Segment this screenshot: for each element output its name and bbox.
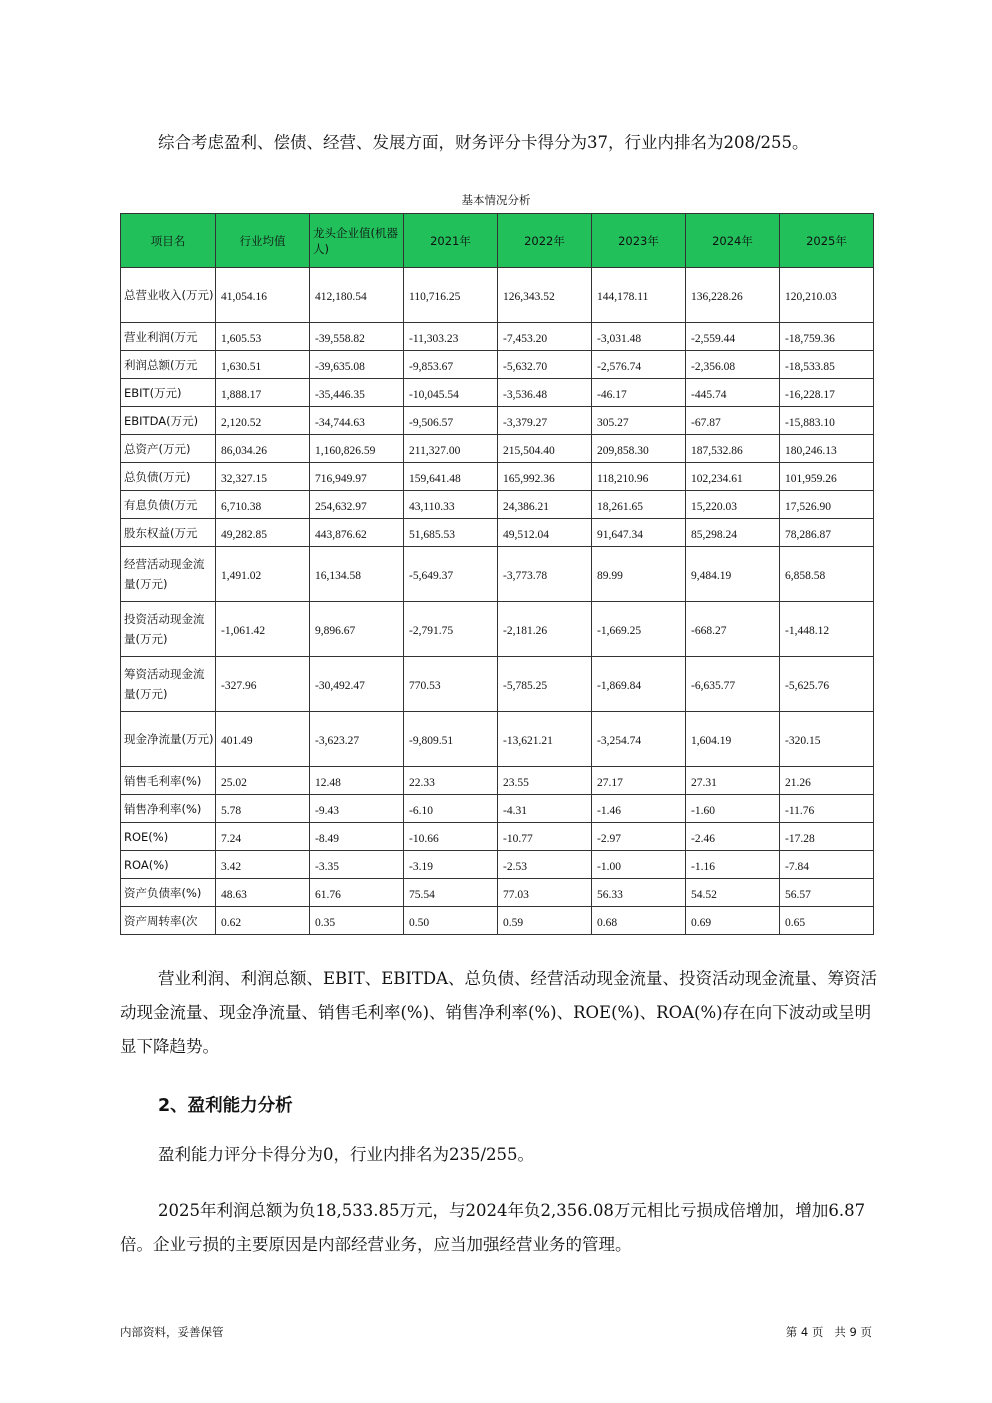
table-cell: -10.77 — [498, 823, 592, 851]
table-cell: 56.33 — [592, 879, 686, 907]
table-cell: -39,558.82 — [310, 323, 404, 351]
table-cell: 16,134.58 — [310, 547, 404, 602]
table-cell: 6,710.38 — [216, 491, 310, 519]
table-cell: 1,604.19 — [686, 712, 780, 767]
table-cell: -2.53 — [498, 851, 592, 879]
table-cell: -1.00 — [592, 851, 686, 879]
table-cell: -1,869.84 — [592, 657, 686, 712]
row-label: 股东权益(万元 — [121, 519, 216, 547]
table-cell: 15,220.03 — [686, 491, 780, 519]
table-cell: 1,605.53 — [216, 323, 310, 351]
row-label: 营业利润(万元 — [121, 323, 216, 351]
table-row — [121, 879, 874, 907]
table-cell: -13,621.21 — [498, 712, 592, 767]
table-cell: -1.60 — [686, 795, 780, 823]
table-row — [121, 379, 874, 407]
table-cell: 89.99 — [592, 547, 686, 602]
table-cell: 144,178.11 — [592, 268, 686, 323]
table-cell: -46.17 — [592, 379, 686, 407]
row-label: 利润总额(万元 — [121, 351, 216, 379]
table-cell: 770.53 — [404, 657, 498, 712]
table-cell: -9.43 — [310, 795, 404, 823]
table-row — [121, 657, 874, 712]
table-cell: 0.69 — [686, 907, 780, 935]
table-cell: -15,883.10 — [780, 407, 874, 435]
table-cell: -11.76 — [780, 795, 874, 823]
table-cell: 102,234.61 — [686, 463, 780, 491]
table-cell: 101,959.26 — [780, 463, 874, 491]
table-cell: 48.63 — [216, 879, 310, 907]
table-cell: 1,630.51 — [216, 351, 310, 379]
table-cell: -1,061.42 — [216, 602, 310, 657]
table-cell: -3,536.48 — [498, 379, 592, 407]
table-cell: -4.31 — [498, 795, 592, 823]
row-label: 资产周转率(次 — [121, 907, 216, 935]
table-row — [121, 851, 874, 879]
table-cell: -3,623.27 — [310, 712, 404, 767]
table-cell: 412,180.54 — [310, 268, 404, 323]
row-label: 有息负债(万元 — [121, 491, 216, 519]
table-row — [121, 547, 874, 602]
table-cell: -320.15 — [780, 712, 874, 767]
header-2022: 2022年 — [498, 214, 592, 268]
table-cell: -2.97 — [592, 823, 686, 851]
table-cell: 180,246.13 — [780, 435, 874, 463]
table-cell: 0.50 — [404, 907, 498, 935]
table-cell: -5,625.76 — [780, 657, 874, 712]
table-cell: 49,282.85 — [216, 519, 310, 547]
row-label: EBITDA(万元) — [121, 407, 216, 435]
header-2025: 2025年 — [780, 214, 874, 268]
section-title: 2、盈利能力分析 — [158, 1096, 293, 1116]
trend-paragraph: 营业利润、利润总额、EBIT、EBITDA、总负债、经营活动现金流量、投资活动现金流量、筹资活动现金流量、现金净流量、销售毛利率(%)、销售净利率(%)、ROE(%)、ROA(%)存在向下波动或呈明显下降趋势。 — [120, 969, 878, 1056]
table-cell: 5.78 — [216, 795, 310, 823]
table-row — [121, 491, 874, 519]
table-cell: 3.42 — [216, 851, 310, 879]
row-label: EBIT(万元) — [121, 379, 216, 407]
row-label: ROE(%) — [121, 823, 216, 851]
table-row — [121, 351, 874, 379]
table-cell: -9,853.67 — [404, 351, 498, 379]
table-cell: 401.49 — [216, 712, 310, 767]
row-label: 经营活动现金流量(万元) — [121, 547, 216, 602]
table-cell: -16,228.17 — [780, 379, 874, 407]
row-label: 总负债(万元) — [121, 463, 216, 491]
table-cell: -3,254.74 — [592, 712, 686, 767]
table-cell: 21.26 — [780, 767, 874, 795]
table-cell: 43,110.33 — [404, 491, 498, 519]
table-cell: -17.28 — [780, 823, 874, 851]
score-paragraph: 盈利能力评分卡得分为0，行业内排名为235/255。 — [158, 1145, 535, 1164]
table-cell: 91,647.34 — [592, 519, 686, 547]
table-cell: 27.31 — [686, 767, 780, 795]
table-cell: 443,876.62 — [310, 519, 404, 547]
table-cell: -10,045.54 — [404, 379, 498, 407]
table-cell: 159,641.48 — [404, 463, 498, 491]
table-cell: 716,949.97 — [310, 463, 404, 491]
table-cell: -8.49 — [310, 823, 404, 851]
table-cell: -39,635.08 — [310, 351, 404, 379]
table-cell: -1.16 — [686, 851, 780, 879]
table-cell: 9,896.67 — [310, 602, 404, 657]
table-cell: 120,210.03 — [780, 268, 874, 323]
table-row — [121, 602, 874, 657]
table-row — [121, 407, 874, 435]
table-cell: 0.68 — [592, 907, 686, 935]
table-cell: -2,181.26 — [498, 602, 592, 657]
table-cell: -18,759.36 — [780, 323, 874, 351]
table-cell: 0.65 — [780, 907, 874, 935]
row-label: 总营业收入(万元) — [121, 268, 216, 323]
row-label: 筹资活动现金流量(万元) — [121, 657, 216, 712]
table-cell: 110,716.25 — [404, 268, 498, 323]
table-cell: 17,526.90 — [780, 491, 874, 519]
table-cell: 23.55 — [498, 767, 592, 795]
table-cell: 305.27 — [592, 407, 686, 435]
table-cell: -7,453.20 — [498, 323, 592, 351]
table-cell: -327.96 — [216, 657, 310, 712]
table-row — [121, 767, 874, 795]
row-label: 资产负债率(%) — [121, 879, 216, 907]
table-cell: 78,286.87 — [780, 519, 874, 547]
table-cell: 0.59 — [498, 907, 592, 935]
table-row — [121, 795, 874, 823]
table-cell: -1,448.12 — [780, 602, 874, 657]
table-cell: -3.19 — [404, 851, 498, 879]
table-cell: 7.24 — [216, 823, 310, 851]
table-cell: -3.35 — [310, 851, 404, 879]
table-cell: -445.74 — [686, 379, 780, 407]
table-cell: 187,532.86 — [686, 435, 780, 463]
header-2023: 2023年 — [592, 214, 686, 268]
table-cell: -9,809.51 — [404, 712, 498, 767]
table-cell: 1,160,826.59 — [310, 435, 404, 463]
row-label: 现金净流量(万元) — [121, 712, 216, 767]
table-cell: 0.62 — [216, 907, 310, 935]
table-cell: 32,327.15 — [216, 463, 310, 491]
table-cell: -5,632.70 — [498, 351, 592, 379]
table-row — [121, 907, 874, 935]
table-cell: -34,744.63 — [310, 407, 404, 435]
table-cell: 0.35 — [310, 907, 404, 935]
header-item-name: 项目名 — [121, 214, 216, 268]
table-caption: 基本情况分析 — [461, 193, 531, 207]
table-row — [121, 823, 874, 851]
row-label: 销售毛利率(%) — [121, 767, 216, 795]
table-cell: -10.66 — [404, 823, 498, 851]
table-cell: -11,303.23 — [404, 323, 498, 351]
table-cell: -6.10 — [404, 795, 498, 823]
table-cell: -5,649.37 — [404, 547, 498, 602]
table-cell: 18,261.65 — [592, 491, 686, 519]
table-body — [121, 268, 874, 935]
header-leader-value: 龙头企业值(机器人) — [310, 214, 404, 268]
table-cell: -2.46 — [686, 823, 780, 851]
header-industry-avg: 行业均值 — [216, 214, 310, 268]
table-cell: 41,054.16 — [216, 268, 310, 323]
table-cell: -668.27 — [686, 602, 780, 657]
row-label: ROA(%) — [121, 851, 216, 879]
table-cell: -5,785.25 — [498, 657, 592, 712]
table-cell: -3,031.48 — [592, 323, 686, 351]
table-cell: 24,386.21 — [498, 491, 592, 519]
intro-paragraph: 综合考虑盈利、偿债、经营、发展方面，财务评分卡得分为37，行业内排名为208/255。 — [158, 133, 809, 152]
table-cell: 49,512.04 — [498, 519, 592, 547]
table-row — [121, 712, 874, 767]
table-row — [121, 519, 874, 547]
table-cell: -2,559.44 — [686, 323, 780, 351]
table-cell: 22.33 — [404, 767, 498, 795]
table-row — [121, 435, 874, 463]
table-cell: 1,888.17 — [216, 379, 310, 407]
table-cell: 75.54 — [404, 879, 498, 907]
table-cell: 85,298.24 — [686, 519, 780, 547]
table-cell: 209,858.30 — [592, 435, 686, 463]
table-cell: 54.52 — [686, 879, 780, 907]
table-cell: 118,210.96 — [592, 463, 686, 491]
table-cell: 6,858.58 — [780, 547, 874, 602]
table-cell: -35,446.35 — [310, 379, 404, 407]
table-cell: 86,034.26 — [216, 435, 310, 463]
table-row — [121, 323, 874, 351]
table-header-row — [121, 214, 874, 268]
header-2021: 2021年 — [404, 214, 498, 268]
table-cell: -9,506.57 — [404, 407, 498, 435]
table-cell: 215,504.40 — [498, 435, 592, 463]
table-cell: -30,492.47 — [310, 657, 404, 712]
table-cell: 136,228.26 — [686, 268, 780, 323]
table-cell: -18,533.85 — [780, 351, 874, 379]
table-cell: 27.17 — [592, 767, 686, 795]
table-cell: 126,343.52 — [498, 268, 592, 323]
table-cell: 254,632.97 — [310, 491, 404, 519]
table-cell: 77.03 — [498, 879, 592, 907]
row-label: 投资活动现金流量(万元) — [121, 602, 216, 657]
table-cell: 56.57 — [780, 879, 874, 907]
table-cell: -6,635.77 — [686, 657, 780, 712]
table-cell: -1,669.25 — [592, 602, 686, 657]
table-cell: 51,685.53 — [404, 519, 498, 547]
table-cell: -1.46 — [592, 795, 686, 823]
footer-confidential: 内部资料，妥善保管 — [120, 1325, 224, 1339]
table-cell: -67.87 — [686, 407, 780, 435]
table-cell: 25.02 — [216, 767, 310, 795]
financial-table — [120, 213, 874, 935]
table-cell: 61.76 — [310, 879, 404, 907]
footer-page-number: 第 4 页 共 9 页 — [785, 1325, 872, 1339]
table-cell: -2,356.08 — [686, 351, 780, 379]
table-cell: -2,576.74 — [592, 351, 686, 379]
profit-paragraph: 2025年利润总额为负18,533.85万元，与2024年负2,356.08万元相比亏损成倍增加，增加6.87倍。企业亏损的主要原因是内部经营业务，应当加强经营业务的管理。 — [120, 1201, 866, 1254]
table-cell: -3,773.78 — [498, 547, 592, 602]
table-cell: 1,491.02 — [216, 547, 310, 602]
row-label: 总资产(万元) — [121, 435, 216, 463]
table-cell: 165,992.36 — [498, 463, 592, 491]
row-label: 销售净利率(%) — [121, 795, 216, 823]
table-cell: -2,791.75 — [404, 602, 498, 657]
table-cell: -3,379.27 — [498, 407, 592, 435]
table-cell: 9,484.19 — [686, 547, 780, 602]
table-cell: -7.84 — [780, 851, 874, 879]
table-cell: 211,327.00 — [404, 435, 498, 463]
table-row — [121, 463, 874, 491]
header-2024: 2024年 — [686, 214, 780, 268]
table-row — [121, 268, 874, 323]
table-cell: 2,120.52 — [216, 407, 310, 435]
table-cell: 12.48 — [310, 767, 404, 795]
